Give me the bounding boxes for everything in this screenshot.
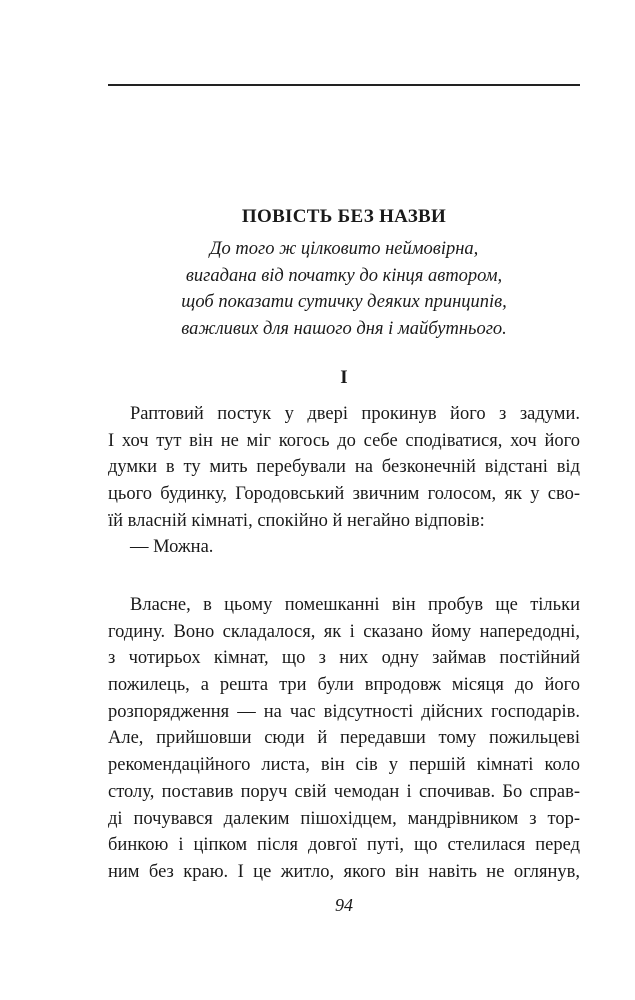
text-line: годину. Воно складалося, як і сказано йому напередодні,: [108, 621, 580, 642]
top-rule: [108, 84, 580, 86]
text-line: столу, поставив поруч свій чемодан і спочивав. Бо справ-: [108, 781, 580, 802]
text-line: з чотирьох кімнат, що з них одну займав постійний: [108, 648, 580, 669]
text-line: ним без краю. І це житло, якого він навіть не оглянув,: [108, 861, 580, 882]
chapter-number: I: [340, 367, 348, 388]
text-line: Але, прийшовши сюди й передавши тому пожильцеві: [108, 728, 580, 749]
text-line: пожилець, а решта три були впродовж місяця до його: [108, 675, 580, 696]
text-line: бинкою і ціпком після довгої путі, що стелилася перед: [108, 835, 580, 856]
text-line: розпорядження — на час відсутності дійсних господарів.: [108, 701, 580, 722]
text-line: ді почувався далеким пішохідцем, мандрівником з тор-: [108, 808, 580, 829]
paragraph-2: [108, 592, 580, 886]
text-line: І хоч тут він не міг когось до себе сподіватися, хоч його: [108, 430, 580, 451]
text-line: цього будинку, Городовський звичним голосом, як у сво-: [108, 484, 580, 505]
story-title: ПОВІСТЬ БЕЗ НАЗВИ: [241, 206, 447, 227]
story-subtitle: [108, 236, 580, 342]
text-line: їй власній кімнаті, спокійно й негайно відповів:: [108, 510, 485, 531]
subtitle-line: вигадана від початку до кінця автором,: [185, 265, 503, 286]
text-line: Раптовий постук у двері прокинув його з задуми.: [130, 404, 580, 424]
text-line: думки в ту мить перебували на безконечній відстані від: [108, 457, 580, 478]
text-line: рекомендаційного листа, він сів у першій кімнаті коло: [108, 755, 580, 776]
subtitle-line: важливих для нашого дня і майбутнього.: [181, 318, 507, 339]
page-number: 94: [335, 895, 353, 915]
dialogue-line: — Можна.: [130, 537, 214, 558]
text-line: Власне, в цьому помешканні він пробув ще тільки: [130, 595, 580, 615]
paragraph-1: [108, 401, 580, 561]
subtitle-line: До того ж цілковито неймовірна,: [209, 239, 479, 259]
subtitle-line: щоб показати сутичку деяких принципів,: [181, 292, 507, 312]
